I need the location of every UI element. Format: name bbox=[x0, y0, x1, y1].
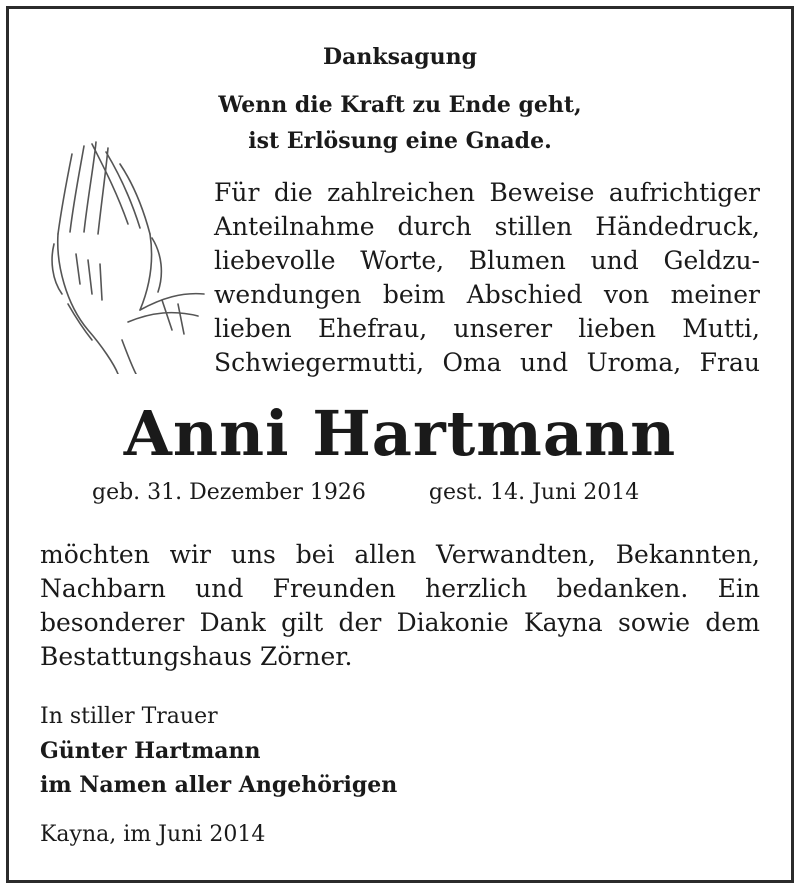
body-line: Nachbarn und Freunden herzlich bedanken. Ein bbox=[40, 574, 760, 603]
deceased-name: Anni Hartmann bbox=[123, 397, 677, 470]
closing-text: In stiller Trauer bbox=[40, 704, 218, 729]
intro-line: Anteilnahme durch stillen Händedruck, bbox=[214, 212, 760, 241]
life-dates bbox=[92, 480, 639, 505]
place-date: Kayna, im Juni 2014 bbox=[40, 822, 266, 847]
body-line: Bestattungshaus Zörner. bbox=[40, 642, 353, 671]
motto-line-2: ist Erlösung eine Gnade. bbox=[248, 128, 552, 154]
signer-name: Günter Hartmann bbox=[40, 738, 261, 764]
death-date: gest. 14. Juni 2014 bbox=[428, 480, 640, 505]
intro-line: lieben Ehefrau, unserer lieben Mutti, bbox=[214, 314, 760, 343]
motto-line-1: Wenn die Kraft zu Ende geht, bbox=[218, 92, 582, 118]
intro-line: Für die zahlreichen Beweise aufrichtiger bbox=[214, 178, 760, 207]
signer-note: im Namen aller Angehörigen bbox=[40, 772, 398, 798]
thanks-paragraph bbox=[40, 538, 760, 674]
intro-line: wendungen beim Abschied von meiner bbox=[214, 280, 760, 309]
praying-hands-icon bbox=[32, 134, 212, 374]
body-line: möchten wir uns bei allen Verwandten, Bekannten, bbox=[40, 540, 760, 569]
intro-line: Schwiegermutti, Oma und Uroma, Frau bbox=[214, 348, 760, 377]
body-line: besonderer Dank gilt der Diakonie Kayna sowie dem bbox=[40, 608, 760, 637]
signature-block bbox=[40, 700, 397, 802]
birth-date: geb. 31. Dezember 1926 bbox=[92, 480, 366, 505]
intro-line: liebevolle Worte, Blumen und Geldzu- bbox=[214, 246, 760, 275]
intro-paragraph bbox=[214, 176, 760, 380]
heading: Danksagung bbox=[323, 44, 477, 70]
